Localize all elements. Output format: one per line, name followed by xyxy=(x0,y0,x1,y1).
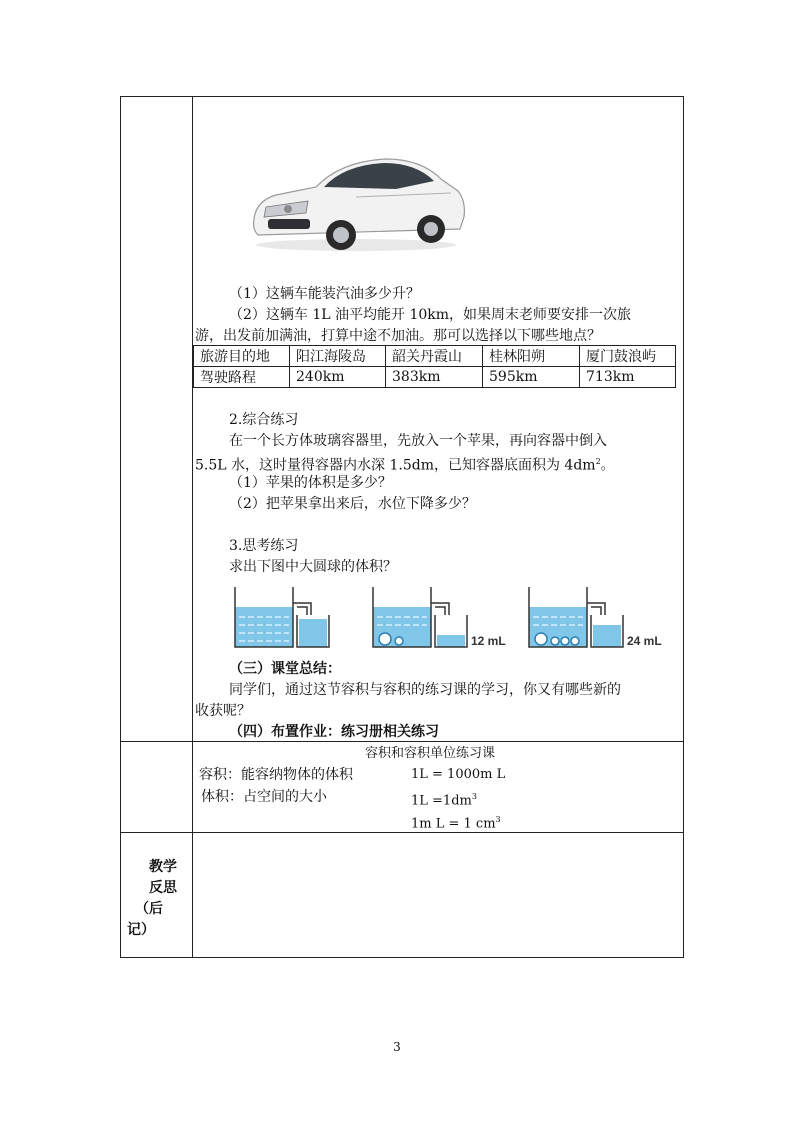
board-def-capacity: 容积：能容纳物体的体积 xyxy=(199,767,353,783)
container-2 xyxy=(373,587,467,647)
table-cell: 驾驶路程 xyxy=(194,367,290,388)
question-2-line1: （2）这辆车 1L 油平均能开 10km，如果周末老师要安排一次旅 xyxy=(229,307,632,323)
car-image xyxy=(246,149,471,259)
summary-line2: 收获呢？ xyxy=(195,703,251,719)
section-2-line2: 5.5L 水，这时量得容器内水深 1.5dm，已知容器底面积为 $4dm^2$。 xyxy=(195,457,615,474)
table-cell: 韶关丹霞山 xyxy=(386,346,483,367)
table-cell: 阳江海陵岛 xyxy=(290,346,386,367)
reflection-label-3: （后 xyxy=(135,901,163,917)
board-eq3: 1m L = 1 $cm^3$ xyxy=(411,815,501,832)
page-number: 3 xyxy=(393,1040,401,1054)
table-cell: 240km xyxy=(290,367,386,388)
table-row xyxy=(194,367,676,388)
section-2-q2: （2）把苹果拿出来后，水位下降多少？ xyxy=(229,496,476,512)
table-row xyxy=(194,346,676,367)
container-diagram xyxy=(231,585,681,655)
table-cell: 桂林阳朔 xyxy=(483,346,580,367)
container-3 xyxy=(529,587,623,647)
table-cell: 595km xyxy=(483,367,580,388)
table-cell: 厦门鼓浪屿 xyxy=(580,346,676,367)
table-cell: 383km xyxy=(386,367,483,388)
section-2-q1: （1）苹果的体积是多少？ xyxy=(229,475,392,491)
summary-heading: （三）课堂总结： xyxy=(229,661,341,677)
section-2-line1: 在一个长方体玻璃容器里，先放入一个苹果，再向容器中倒入 xyxy=(229,433,607,449)
section-3-prompt: 求出下图中大圆球的体积？ xyxy=(229,559,397,575)
board-title: 容积和容积单位练习课 xyxy=(365,746,496,761)
reflection-label-2: 反思 xyxy=(149,880,177,896)
column-divider xyxy=(192,97,193,957)
summary-line1: 同学们，通过这节容积与容积的练习课的学习，你又有哪些新的 xyxy=(229,682,621,698)
container-3-label: 24 mL xyxy=(627,634,662,648)
board-eq2: $1L =1dm^3$ xyxy=(411,792,477,809)
section-3-title: 3.思考练习 xyxy=(229,538,299,554)
board-eq1: 1L = 1000m L xyxy=(411,767,506,782)
section-2-title: 2.综合练习 xyxy=(229,412,299,428)
route-table xyxy=(193,345,676,388)
question-1: （1）这辆车能装汽油多少升？ xyxy=(229,286,420,302)
container-2-label: 12 mL xyxy=(471,634,506,648)
reflection-label-1: 教学 xyxy=(149,859,177,875)
board-def-volume: 体积：占空间的大小 xyxy=(201,789,327,805)
question-2-line2: 游，出发前加满油，打算中途不加油。那可以选择以下哪些地点？ xyxy=(195,328,601,344)
table-cell: 旅游目的地 xyxy=(194,346,290,367)
row-divider-reflection xyxy=(121,832,683,833)
container-1 xyxy=(235,587,329,647)
table-cell: 713km xyxy=(580,367,676,388)
homework: （四）布置作业：练习册相关练习 xyxy=(229,724,439,740)
reflection-label-4: 记） xyxy=(127,922,155,938)
lesson-table xyxy=(120,96,684,958)
